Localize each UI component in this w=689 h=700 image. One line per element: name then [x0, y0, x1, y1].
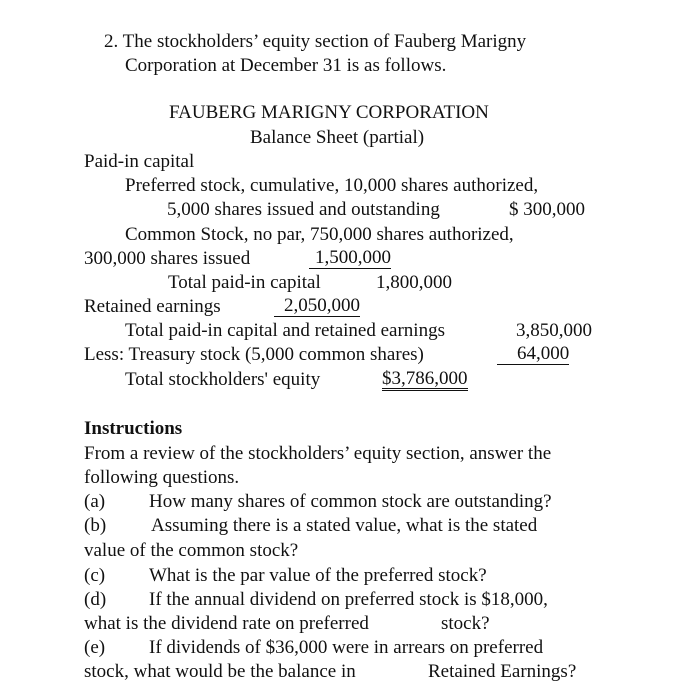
total-pic-re-label: Total paid-in capital and retained earnings: [125, 320, 445, 341]
paid-in-capital-label: Paid-in capital: [84, 151, 195, 172]
common-stock-line-1: Common Stock, no par, 750,000 shares authorized,: [125, 224, 514, 245]
question-c-text: What is the par value of the preferred stock?: [149, 565, 487, 586]
problem-line-2: Corporation at December 31 is as follows.: [125, 55, 447, 76]
question-d-text-2a: what is the dividend rate on preferred: [84, 613, 369, 634]
preferred-stock-line-2: 5,000 shares issued and outstanding: [167, 199, 440, 220]
total-stockholders-equity-amount: $3,786,000: [382, 368, 468, 389]
question-e-text: If dividends of $36,000 were in arrears on preferred: [149, 637, 544, 658]
statement-subtitle: Balance Sheet (partial): [250, 127, 425, 148]
total-paid-in-label: Total paid-in capital: [168, 272, 321, 293]
common-stock-amount: 1,500,000: [309, 248, 391, 269]
question-e-text-2a: stock, what would be the balance in: [84, 661, 356, 682]
problem-line-1: 2. The stockholders’ equity section of Fauberg Marigny: [104, 31, 527, 52]
retained-earnings-amount: 2,050,000: [274, 296, 360, 317]
retained-earnings-label: Retained earnings: [84, 296, 221, 317]
preferred-stock-line-1: Preferred stock, cumulative, 10,000 shares authorized,: [125, 175, 539, 196]
preferred-stock-amount: $ 300,000: [509, 199, 585, 220]
question-b-letter: (b): [84, 515, 107, 536]
question-a-text: How many shares of common stock are outstanding?: [149, 491, 552, 512]
question-d-text-2b: stock?: [441, 613, 490, 634]
company-name: FAUBERG MARIGNY CORPORATION: [169, 102, 489, 123]
instructions-intro-line-1: From a review of the stockholders’ equity section, answer the: [84, 443, 552, 464]
common-stock-line-2: 300,000 shares issued: [84, 248, 251, 269]
question-d-text: If the annual dividend on preferred stock is $18,000,: [149, 589, 548, 610]
instructions-heading: Instructions: [84, 418, 183, 439]
question-c-letter: (c): [84, 565, 106, 586]
question-b-text: Assuming there is a stated value, what is the stated: [151, 515, 538, 536]
question-b-text-2: value of the common stock?: [84, 540, 299, 561]
question-e-text-2b: Retained Earnings?: [428, 661, 577, 682]
question-e-letter: (e): [84, 637, 106, 658]
treasury-stock-label: Less: Treasury stock (5,000 common shares): [84, 344, 424, 365]
total-stockholders-equity-label: Total stockholders' equity: [125, 369, 321, 390]
total-pic-re-amount: 3,850,000: [516, 320, 592, 341]
treasury-stock-amount: 64,000: [497, 344, 569, 365]
instructions-intro-line-2: following questions.: [84, 467, 240, 488]
total-paid-in-amount: 1,800,000: [376, 272, 452, 293]
question-a-letter: (a): [84, 491, 106, 512]
question-d-letter: (d): [84, 589, 107, 610]
